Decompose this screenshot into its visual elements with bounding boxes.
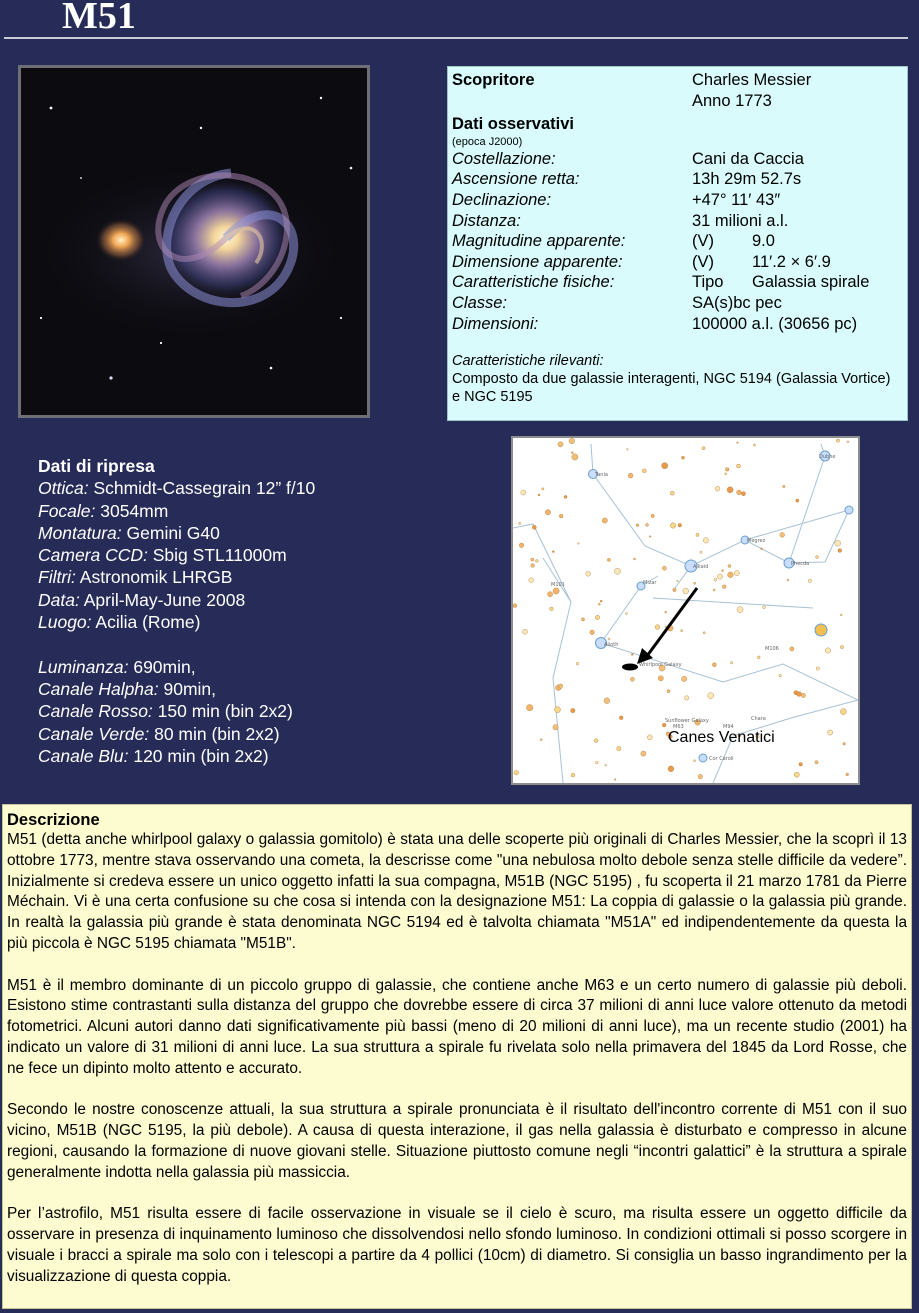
- map-star: [714, 578, 717, 581]
- svg-text:M106: M106: [765, 646, 779, 652]
- svg-text:Cor Caroli: Cor Caroli: [709, 756, 734, 762]
- map-star: [542, 488, 544, 490]
- map-star: [514, 770, 519, 775]
- map-star: [655, 625, 660, 630]
- description-heading: Descrizione: [7, 811, 100, 829]
- info-row: Distanza: 31 milioni a.l.: [452, 211, 789, 230]
- map-star: [576, 662, 579, 665]
- map-star: [670, 491, 674, 495]
- shooting-line: Filtri: Astronomik LHRGB: [38, 567, 233, 588]
- map-star: [722, 585, 726, 589]
- map-star: [846, 773, 849, 776]
- svg-text:Chara: Chara: [751, 716, 766, 722]
- map-star: [626, 613, 628, 615]
- map-star: [558, 442, 563, 447]
- map-star: [703, 632, 705, 634]
- map-star: [646, 523, 649, 526]
- map-star: [725, 468, 729, 472]
- map-star: [519, 522, 521, 524]
- map-star: [783, 485, 785, 487]
- map-star: [763, 606, 766, 609]
- map-star: [521, 490, 526, 495]
- map-star: [550, 607, 554, 611]
- map-star: [649, 536, 651, 538]
- map-star: [614, 779, 616, 781]
- svg-text:Mizar: Mizar: [643, 580, 657, 586]
- map-star: [753, 444, 755, 446]
- map-star: [553, 725, 558, 730]
- map-star: [815, 761, 818, 764]
- map-star: [602, 518, 607, 523]
- map-star: [590, 630, 595, 635]
- map-star: [665, 611, 667, 613]
- map-star: [779, 674, 782, 677]
- map-star: [797, 692, 802, 697]
- map-star: [725, 473, 727, 475]
- description: [2, 804, 912, 1309]
- map-star: [836, 439, 839, 442]
- map-star: [641, 751, 646, 756]
- map-star: [569, 438, 575, 444]
- map-star: [787, 579, 789, 581]
- map-star: [558, 684, 562, 688]
- description-paragraph: M51 (detta anche whirlpool galaxy o galassia gomitolo) è stata una delle scoperte più originali di Charles Messier, che la scoprì il 13 ottobre 1773, mentre stava osservando una cometa, la descrisse come "una nebulosa molto debole senza stelle difficile da vedere”. Inizialmente si credeva essere un unico oggetto infatti la sua compagna, M51B (NGC 5195) , fu scoperta il 21 marzo 1781 da Pierre Méchain. Vi è una certa confusione su che cosa si intenda con la designazione M51: La coppia di galassie o la galassia più grande. In realtà la galassia più grande è stata denominata NGC 5194 ed è talvolta chiamata "M51A" ed indipendentemente da questa la più piccola è NGC 5195 chiamata "M51B".: [7, 831, 907, 952]
- map-star: [730, 661, 733, 664]
- map-star: [715, 486, 720, 491]
- map-star: [717, 574, 722, 579]
- map-star: [571, 708, 575, 712]
- map-star: [694, 582, 696, 584]
- map-star: [540, 739, 542, 741]
- svg-text:M63: M63: [673, 724, 684, 730]
- map-star: [559, 514, 563, 518]
- info-row: Magnitudine apparente: (V) 9.0: [452, 232, 775, 251]
- page-title: M51: [62, 0, 136, 37]
- map-star: [600, 600, 602, 602]
- map-star: [713, 589, 715, 591]
- galaxy-photo: [18, 65, 370, 418]
- map-star: [682, 676, 687, 681]
- obs-heading: Dati osservativi: [452, 115, 574, 134]
- map-star: [548, 592, 553, 597]
- shooting-line: Camera CCD: Sbig STL11000m: [38, 545, 287, 566]
- exposure-line: Luminanza: 690min,: [38, 656, 196, 677]
- map-star: [631, 653, 633, 655]
- map-star: [523, 629, 528, 634]
- description-paragraph: Per l’astrofilo, M51 risulta essere di facile osservazione in visuale se il cielo è scuro, ma risulta essere un oggetto difficile da osservare in presenza di inquinamento luminoso che dissolvendosi nello sfondo luminoso. In condizioni ottimali si posso scorgere in visuale i bracci a spirale ma solo con i telescopi a partire da 4 pollici (10cm) di diametro. Si consiglia un basso ingrandimento per la visualizzazione di questa coppia.: [7, 1205, 907, 1285]
- map-star: [840, 646, 843, 649]
- map-star: [628, 473, 633, 478]
- discoverer-row: [452, 70, 907, 91]
- map-star: [553, 588, 559, 594]
- map-star: [838, 549, 842, 553]
- map-star: [581, 618, 584, 621]
- map-star: [816, 667, 819, 670]
- map-star: [668, 766, 674, 772]
- info-row: Dimensioni: 100000 a.l. (30656 pc): [452, 314, 858, 333]
- map-star: [571, 452, 573, 454]
- svg-text:Megrez: Megrez: [747, 538, 766, 544]
- map-star: [682, 456, 685, 459]
- map-star: [685, 696, 689, 700]
- map-star: [670, 523, 675, 528]
- shooting-line: Focale: 3054mm: [38, 500, 169, 521]
- map-star: [698, 774, 703, 779]
- shooting-line: Montatura: Gemini G40: [38, 522, 220, 543]
- svg-text:Dubhe: Dubhe: [819, 454, 836, 460]
- svg-text:M101: M101: [551, 582, 565, 588]
- info-row: Costellazione: Cani da Caccia: [452, 149, 804, 168]
- svg-text:Sunflower Galaxy: Sunflower Galaxy: [665, 718, 709, 724]
- map-star: [794, 772, 799, 777]
- map-star: [604, 698, 610, 704]
- exposure-line: Canale Blu: 120 min (bin 2x2): [38, 745, 269, 766]
- map-star: [651, 514, 654, 517]
- map-star: [737, 442, 739, 444]
- exposure-line: Canale Verde: 80 min (bin 2x2): [38, 723, 280, 744]
- map-star: [605, 764, 607, 766]
- shooting-line: Luogo: Acilia (Rome): [38, 612, 201, 633]
- map-star: [662, 463, 668, 469]
- svg-text:M94: M94: [723, 724, 734, 730]
- map-star: [737, 607, 743, 613]
- shooting-data: [38, 455, 458, 767]
- map-star: [702, 447, 705, 450]
- map-star: [737, 490, 742, 495]
- map-star: [662, 566, 666, 570]
- map-star: [667, 690, 670, 693]
- map-star: [555, 707, 561, 713]
- map-star: [703, 538, 708, 543]
- map-star: [780, 533, 785, 538]
- info-row: Caratteristiche fisiche: Tipo Galassia spirale: [452, 273, 870, 292]
- discoverer-value: Charles Messier: [692, 71, 812, 89]
- map-star: [741, 492, 745, 496]
- map-star: [619, 716, 623, 720]
- map-star: [835, 540, 841, 546]
- map-star: [727, 487, 733, 493]
- map-star: [519, 543, 524, 548]
- map-star: [658, 676, 663, 681]
- map-star: [722, 570, 724, 572]
- exposure-line: Canale Rosso: 150 min (bin 2x2): [38, 701, 293, 722]
- map-star: [677, 580, 679, 582]
- map-star: [847, 441, 849, 443]
- map-star: [673, 588, 676, 591]
- epoch-note: (epoca J2000): [452, 135, 523, 148]
- map-star: [578, 543, 580, 545]
- map-star: [531, 558, 534, 561]
- relevant-heading: Caratteristiche rilevanti:: [452, 353, 604, 370]
- map-star: [532, 525, 536, 529]
- map-star: [615, 568, 621, 574]
- map-star: [708, 693, 714, 699]
- map-star: [513, 604, 517, 608]
- svg-text:Phecda: Phecda: [791, 561, 810, 567]
- svg-text:Alkaid: Alkaid: [693, 564, 709, 570]
- star-map: [511, 436, 860, 785]
- map-star: [808, 579, 811, 582]
- map-star: [678, 523, 682, 527]
- info-row: Classe: SA(s)bc pec: [452, 293, 782, 312]
- map-star: [594, 739, 598, 743]
- map-star: [572, 454, 578, 460]
- map-star: [843, 743, 846, 746]
- map-star: [728, 565, 731, 568]
- map-star: [796, 499, 799, 502]
- map-star: [630, 677, 634, 681]
- map-star: [734, 571, 739, 576]
- map-star: [825, 648, 830, 653]
- map-star: [799, 763, 803, 767]
- map-star: [840, 614, 842, 616]
- info-row: Ascensione retta: 13h 29m 52.7s: [452, 170, 802, 189]
- map-star: [531, 564, 535, 568]
- title-divider: [4, 37, 908, 39]
- map-star: [586, 571, 591, 576]
- map-star: [761, 548, 763, 550]
- map-star: [598, 603, 600, 605]
- map-star: [737, 464, 741, 468]
- map-star: [700, 551, 702, 553]
- map-star: [696, 533, 699, 536]
- relevant-text: Composto da due galassie interagenti, NGC 5194 (Galassia Vortice) e NGC 5195: [452, 371, 891, 406]
- map-star: [564, 495, 567, 498]
- description-paragraph: M51 è il membro dominante di un piccolo gruppo di galassie, che contiene anche M63 e un certo numero di galassie più deboli. Esistono stime contrastanti sulla distanza del gruppo che dovrebbe essere di circa 37 milioni di anni luce valore ottenuto da metodi fotometrici. Alcuni autori danno dati significativamente più bassi (meno di 20 milioni di anni luce), ma un recente studio (2001) ha indicato un valore di 31 milioni di anni luce. La sua struttura a spirale fu rivelata solo nella primavera del 1845 da Lord Rosse, che ne fece un dipinto molto attento e accurato.: [7, 976, 907, 1077]
- map-star: [595, 615, 599, 619]
- map-star: [607, 558, 610, 561]
- map-star: [642, 469, 646, 473]
- map-label: Canes Venatici: [668, 729, 775, 746]
- map-star: [608, 638, 610, 640]
- map-star: [683, 588, 689, 594]
- map-star: [538, 494, 540, 496]
- info-row: Declinazione: +47° 11′ 43″: [452, 190, 781, 209]
- discoverer-label: Scopritore: [452, 71, 535, 89]
- shooting-line: Ottica: Schmidt-Cassegrain 12” f/10: [38, 478, 316, 499]
- obs-heading-row: [452, 114, 907, 135]
- description-paragraph: Secondo le nostre conoscenze attuali, la sua struttura a spirale pronunciata è il risultato dell'incontro corrente di M51 con il suo vicino, M51B (NGC 5195, la più debole). A causa di questa interazione, il gas nella galassia è disturbato e compresso in alcune regioni, causando la formazione di nuove giovani stelle. Situazione piuttosto comune negli “incontri galattici” è la struttura a spirale generalmente indotta nella galassia più massiccia.: [7, 1101, 907, 1181]
- map-star: [552, 551, 554, 553]
- map-star: [790, 647, 794, 651]
- map-star: [571, 773, 575, 777]
- map-star: [634, 558, 636, 560]
- map-star: [840, 709, 846, 715]
- map-star: [647, 735, 652, 740]
- map-star: [535, 560, 538, 563]
- info-card: [447, 66, 908, 421]
- map-star: [757, 656, 760, 659]
- map-star: [527, 705, 533, 711]
- year-row: [452, 91, 907, 112]
- map-star: [694, 760, 696, 762]
- map-star: [617, 746, 621, 750]
- shooting-line: Data: April-May-June 2008: [38, 589, 246, 610]
- discovery-year: Anno 1773: [692, 91, 772, 110]
- shooting-heading: Dati di ripresa: [38, 456, 155, 476]
- map-star: [712, 663, 716, 667]
- map-star: [828, 730, 833, 735]
- map-star: [545, 510, 550, 515]
- map-star: [816, 556, 819, 559]
- map-star: [636, 524, 639, 527]
- svg-text:Whirlpool Galaxy: Whirlpool Galaxy: [639, 662, 682, 668]
- svg-text:Tania: Tania: [595, 472, 608, 478]
- map-star: [801, 693, 805, 697]
- svg-text:Alioth: Alioth: [604, 642, 619, 648]
- info-row: Dimensione apparente: (V) 11′.2 × 6′.9: [452, 252, 831, 271]
- map-star: [627, 449, 629, 451]
- map-star: [529, 578, 534, 583]
- map-star: [681, 630, 683, 632]
- exposure-line: Canale Halpha: 90min,: [38, 678, 217, 699]
- map-star: [595, 761, 598, 764]
- map-star: [728, 572, 734, 578]
